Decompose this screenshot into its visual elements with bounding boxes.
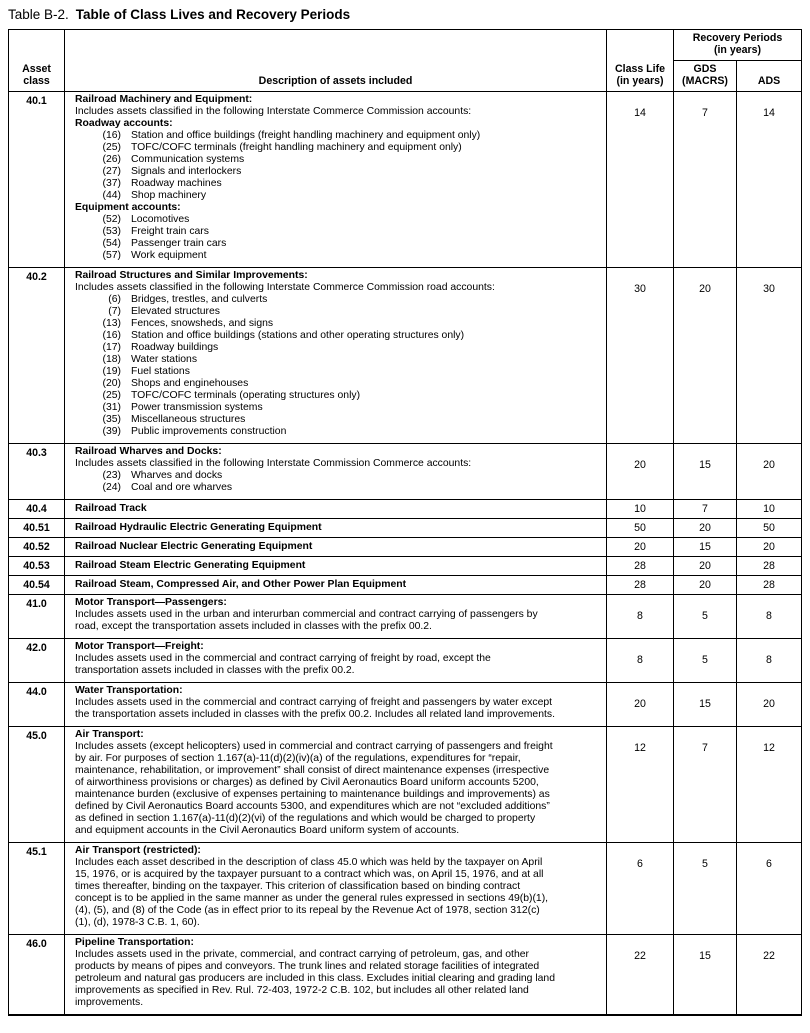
account-item-number: (25) bbox=[102, 142, 121, 153]
asset-description bbox=[65, 268, 607, 444]
account-item-text: Communication systems bbox=[131, 154, 245, 165]
table-row bbox=[9, 595, 802, 639]
table-row bbox=[9, 843, 802, 935]
asset-class-value: 42.0 bbox=[9, 639, 65, 683]
account-item-text: TOFC/COFC terminals (freight handling machinery and equipment only) bbox=[131, 142, 462, 153]
ads-value: 20 bbox=[737, 444, 802, 500]
class-life-value: 8 bbox=[607, 639, 674, 683]
ads-value: 8 bbox=[737, 639, 802, 683]
asset-class-value: 40.1 bbox=[9, 92, 65, 268]
account-item-number: (16) bbox=[102, 130, 121, 141]
account-item-number: (24) bbox=[102, 482, 121, 493]
ads-value: 20 bbox=[737, 683, 802, 727]
asset-description bbox=[65, 538, 607, 557]
gds-value: 7 bbox=[674, 727, 737, 843]
account-item-text: Work equipment bbox=[131, 250, 207, 261]
ads-value: 20 bbox=[737, 538, 802, 557]
account-item-number: (13) bbox=[102, 318, 121, 329]
gds-value: 15 bbox=[674, 935, 737, 1016]
ads-header-text: ADS bbox=[757, 75, 781, 87]
asset-heading: Water Transportation: bbox=[75, 685, 183, 696]
asset-body-text: Includes assets used in the commercial and contract carrying of freight by road, except the transportation assets included in classes with the prefix 00.2. bbox=[75, 653, 491, 676]
asset-body-text: Includes each asset described in the description of class 45.0 which was held by the taxpayer on April 15, 1976, or is acquired by the taxpayer pursuant to a contract which was, on April 15, 1976, and at all times thereafter, binding on the taxpayer. This criterion of classification based on binding contract concept is to be applied in the same manner as under the general rules expressed in sections 49(b)(1), (4), (5), and (8) of the Code (as in effect prior to its repeal by the Revenue Act of 1978, section 312(c)(1), (d), 1978-3 C.B. 1, 60). bbox=[75, 857, 549, 928]
class-life-value: 28 bbox=[607, 557, 674, 576]
asset-class-value: 46.0 bbox=[9, 935, 65, 1016]
account-item-number: (31) bbox=[102, 402, 121, 413]
asset-description bbox=[65, 500, 607, 519]
ads-value: 30 bbox=[737, 268, 802, 444]
account-item-number: (26) bbox=[102, 154, 121, 165]
table-row bbox=[9, 935, 802, 1016]
asset-heading: Railroad Hydraulic Electric Generating Equipment bbox=[75, 522, 322, 533]
account-item-number: (37) bbox=[102, 178, 121, 189]
class-life-header-line2: (in years) bbox=[616, 75, 664, 87]
account-item bbox=[75, 470, 598, 482]
account-item bbox=[75, 178, 598, 190]
asset-class-header-line2: class bbox=[23, 75, 50, 87]
account-item-text: TOFC/COFC terminals (operating structures only) bbox=[131, 390, 361, 401]
table-number-label: Table B-2. bbox=[8, 7, 69, 22]
class-life-value: 20 bbox=[607, 538, 674, 557]
asset-description bbox=[65, 519, 607, 538]
account-item-text: Power transmission systems bbox=[131, 402, 263, 413]
table-row bbox=[9, 268, 802, 444]
gds-value: 5 bbox=[674, 595, 737, 639]
gds-value: 5 bbox=[674, 639, 737, 683]
gds-value: 5 bbox=[674, 843, 737, 935]
ads-value: 12 bbox=[737, 727, 802, 843]
asset-heading: Roadway accounts: bbox=[75, 118, 173, 129]
table-row bbox=[9, 500, 802, 519]
class-life-value: 8 bbox=[607, 595, 674, 639]
asset-heading: Railroad Wharves and Docks: bbox=[75, 446, 222, 457]
class-life-value: 20 bbox=[607, 683, 674, 727]
asset-description bbox=[65, 595, 607, 639]
table-row bbox=[9, 576, 802, 595]
account-item-text: Roadway buildings bbox=[131, 342, 219, 353]
account-item-number: (6) bbox=[108, 294, 121, 305]
account-item bbox=[75, 366, 598, 378]
account-item bbox=[75, 190, 598, 202]
account-item-number: (44) bbox=[102, 190, 121, 201]
class-lives-table bbox=[8, 29, 802, 1016]
gds-value: 20 bbox=[674, 268, 737, 444]
asset-class-value: 40.2 bbox=[9, 268, 65, 444]
asset-heading: Railroad Nuclear Electric Generating Equipment bbox=[75, 541, 313, 552]
asset-description bbox=[65, 557, 607, 576]
account-item-number: (27) bbox=[102, 166, 121, 177]
asset-description bbox=[65, 683, 607, 727]
table-row bbox=[9, 683, 802, 727]
account-item bbox=[75, 226, 598, 238]
account-item bbox=[75, 250, 598, 262]
account-item-text: Fuel stations bbox=[131, 366, 190, 377]
asset-heading: Air Transport: bbox=[75, 729, 144, 740]
account-item-text: Signals and interlockers bbox=[131, 166, 242, 177]
account-item bbox=[75, 214, 598, 226]
asset-class-value: 40.4 bbox=[9, 500, 65, 519]
ads-value: 50 bbox=[737, 519, 802, 538]
account-item bbox=[75, 402, 598, 414]
asset-body-text: Includes assets (except helicopters) used in commercial and contract carrying of passengers and freight by air. For purposes of section 1.167(a)-11(d)(2)(iv)(a) of the regulations, expenditures for “repair, maintenance, rehabilitation, or improvement” shall consist of direct maintenance expenses (irrespective of airworthiness provisions or charges) as defined by Civil Aeronautics Board uniform accounts 5200, maintenance burden (exclusive of expenses pertaining to maintenance buildings and improvements) as defined by Civil Aeronautics Board accounts 5300, and expenditures which are not “excluded additions” as defined in section 1.167(a)-11(d)(2)(vi) of the regulations and which would be charged to property and equipment accounts in the Civil Aeronautics Board uniform system of accounts. bbox=[75, 741, 553, 836]
account-item bbox=[75, 306, 598, 318]
asset-class-value: 40.54 bbox=[9, 576, 65, 595]
account-item-text: Freight train cars bbox=[131, 226, 209, 237]
account-item-text: Miscellaneous structures bbox=[131, 414, 246, 425]
account-item-text: Locomotives bbox=[131, 214, 190, 225]
ads-value: 22 bbox=[737, 935, 802, 1016]
page-title bbox=[8, 7, 801, 23]
gds-value: 15 bbox=[674, 683, 737, 727]
class-life-value: 6 bbox=[607, 843, 674, 935]
asset-body-text: Includes assets classified in the following Interstate Commission Commerce accounts: bbox=[75, 458, 472, 469]
asset-class-value: 40.53 bbox=[9, 557, 65, 576]
asset-description bbox=[65, 935, 607, 1016]
asset-body-text: Includes assets used in the urban and interurban commercial and contract carrying of passengers by road, except the transportation assets included in classes with the prefix 00.2. bbox=[75, 609, 538, 632]
account-item bbox=[75, 294, 598, 306]
asset-heading: Pipeline Transportation: bbox=[75, 937, 194, 948]
asset-heading: Railroad Structures and Similar Improvements: bbox=[75, 270, 308, 281]
table-row bbox=[9, 639, 802, 683]
account-item-text: Shop machinery bbox=[131, 190, 207, 201]
asset-class-value: 45.0 bbox=[9, 727, 65, 843]
asset-class-header-line1: Asset bbox=[22, 63, 51, 75]
account-item-number: (23) bbox=[102, 470, 121, 481]
ads-value: 8 bbox=[737, 595, 802, 639]
table-title-text: Table of Class Lives and Recovery Periods bbox=[75, 7, 351, 22]
account-item-number: (35) bbox=[102, 414, 121, 425]
account-item-number: (7) bbox=[108, 306, 121, 317]
gds-value: 20 bbox=[674, 576, 737, 595]
recovery-periods-header-line1: Recovery Periods bbox=[692, 32, 783, 44]
asset-description bbox=[65, 92, 607, 268]
account-item-number: (17) bbox=[102, 342, 121, 353]
asset-heading: Equipment accounts: bbox=[75, 202, 181, 213]
ads-value: 28 bbox=[737, 576, 802, 595]
class-life-value: 14 bbox=[607, 92, 674, 268]
account-item-number: (39) bbox=[102, 426, 121, 437]
asset-heading: Railroad Steam, Compressed Air, and Other Power Plan Equipment bbox=[75, 579, 407, 590]
account-item-number: (19) bbox=[102, 366, 121, 377]
table-row bbox=[9, 538, 802, 557]
account-item-text: Station and office buildings (freight handling machinery and equipment only) bbox=[131, 130, 481, 141]
account-item-text: Public improvements construction bbox=[131, 426, 287, 437]
asset-heading: Air Transport (restricted): bbox=[75, 845, 201, 856]
asset-description bbox=[65, 727, 607, 843]
asset-class-value: 40.52 bbox=[9, 538, 65, 557]
ads-value: 14 bbox=[737, 92, 802, 268]
account-item-number: (20) bbox=[102, 378, 121, 389]
table-row bbox=[9, 92, 802, 268]
asset-description bbox=[65, 843, 607, 935]
asset-body-text: Includes assets classified in the following Interstate Commerce Commission accounts: bbox=[75, 106, 472, 117]
asset-class-value: 44.0 bbox=[9, 683, 65, 727]
recovery-periods-header-line2: (in years) bbox=[713, 44, 762, 56]
account-item bbox=[75, 330, 598, 342]
asset-description bbox=[65, 639, 607, 683]
class-life-header-line1: Class Life bbox=[614, 63, 666, 75]
account-item-text: Fences, snowsheds, and signs bbox=[131, 318, 274, 329]
account-item bbox=[75, 390, 598, 402]
asset-class-value: 41.0 bbox=[9, 595, 65, 639]
gds-value: 15 bbox=[674, 538, 737, 557]
ads-value: 6 bbox=[737, 843, 802, 935]
class-life-value: 12 bbox=[607, 727, 674, 843]
account-item bbox=[75, 318, 598, 330]
column-header-gds bbox=[674, 61, 737, 92]
account-item-text: Shops and enginehouses bbox=[131, 378, 249, 389]
table-row bbox=[9, 727, 802, 843]
asset-heading: Railroad Track bbox=[75, 503, 147, 514]
column-header-asset-class bbox=[9, 30, 65, 92]
account-item-text: Water stations bbox=[131, 354, 198, 365]
account-item-number: (54) bbox=[102, 238, 121, 249]
account-item bbox=[75, 238, 598, 250]
asset-body-text: Includes assets used in the commercial and contract carrying of freight and passengers by water except the transportation assets included in classes with the prefix 00.2. Includes all related land improvements. bbox=[75, 697, 555, 720]
account-item bbox=[75, 482, 598, 494]
asset-body-text: Includes assets used in the private, commercial, and contract carrying of petroleum, gas, and other products by means of pipes and conveyors. The trunk lines and related storage facilities of integrated petroleum and natural gas producers are included in this class. Excludes initial clearing and grading land improvements as specified in Rev. Rul. 72-403, 1972-2 C.B. 102, but includes all other related land improvements. bbox=[75, 949, 555, 1008]
gds-value: 20 bbox=[674, 557, 737, 576]
account-item-number: (16) bbox=[102, 330, 121, 341]
account-item bbox=[75, 354, 598, 366]
account-item bbox=[75, 342, 598, 354]
table-body bbox=[9, 92, 802, 1016]
account-item bbox=[75, 130, 598, 142]
account-item-text: Wharves and docks bbox=[131, 470, 223, 481]
class-life-value: 22 bbox=[607, 935, 674, 1016]
column-header-description bbox=[65, 30, 607, 92]
account-item-number: (18) bbox=[102, 354, 121, 365]
account-item bbox=[75, 154, 598, 166]
gds-header-line1: GDS bbox=[693, 63, 717, 75]
gds-value: 15 bbox=[674, 444, 737, 500]
asset-heading: Railroad Steam Electric Generating Equipment bbox=[75, 560, 306, 571]
asset-heading: Motor Transport—Passengers: bbox=[75, 597, 227, 608]
ads-value: 28 bbox=[737, 557, 802, 576]
asset-class-value: 40.51 bbox=[9, 519, 65, 538]
gds-value: 20 bbox=[674, 519, 737, 538]
table-row bbox=[9, 519, 802, 538]
account-item-number: (52) bbox=[102, 214, 121, 225]
account-item-number: (53) bbox=[102, 226, 121, 237]
asset-class-value: 40.3 bbox=[9, 444, 65, 500]
account-item bbox=[75, 426, 598, 438]
account-item bbox=[75, 414, 598, 426]
account-item bbox=[75, 166, 598, 178]
class-life-value: 50 bbox=[607, 519, 674, 538]
ads-value: 10 bbox=[737, 500, 802, 519]
asset-heading: Motor Transport—Freight: bbox=[75, 641, 204, 652]
account-item-text: Bridges, trestles, and culverts bbox=[131, 294, 268, 305]
account-item-text: Roadway machines bbox=[131, 178, 222, 189]
class-life-value: 28 bbox=[607, 576, 674, 595]
class-life-value: 20 bbox=[607, 444, 674, 500]
column-header-recovery-periods bbox=[674, 30, 802, 61]
gds-value: 7 bbox=[674, 500, 737, 519]
account-item-text: Station and office buildings (stations and other operating structures only) bbox=[131, 330, 465, 341]
account-item bbox=[75, 142, 598, 154]
account-item-text: Coal and ore wharves bbox=[131, 482, 233, 493]
asset-body-text: Includes assets classified in the following Interstate Commerce Commission road accounts: bbox=[75, 282, 495, 293]
column-header-class-life bbox=[607, 30, 674, 92]
asset-description bbox=[65, 444, 607, 500]
table-header bbox=[9, 30, 802, 92]
account-item-number: (25) bbox=[102, 390, 121, 401]
column-header-ads bbox=[737, 61, 802, 92]
account-item-text: Passenger train cars bbox=[131, 238, 227, 249]
asset-heading: Railroad Machinery and Equipment: bbox=[75, 94, 253, 105]
account-item bbox=[75, 378, 598, 390]
class-life-value: 10 bbox=[607, 500, 674, 519]
description-header-text: Description of assets included bbox=[258, 75, 413, 87]
account-item-text: Elevated structures bbox=[131, 306, 220, 317]
asset-description bbox=[65, 576, 607, 595]
table-row bbox=[9, 557, 802, 576]
account-item-number: (57) bbox=[102, 250, 121, 261]
asset-class-value: 45.1 bbox=[9, 843, 65, 935]
gds-value: 7 bbox=[674, 92, 737, 268]
gds-header-line2: (MACRS) bbox=[682, 75, 728, 87]
class-life-value: 30 bbox=[607, 268, 674, 444]
table-row bbox=[9, 444, 802, 500]
